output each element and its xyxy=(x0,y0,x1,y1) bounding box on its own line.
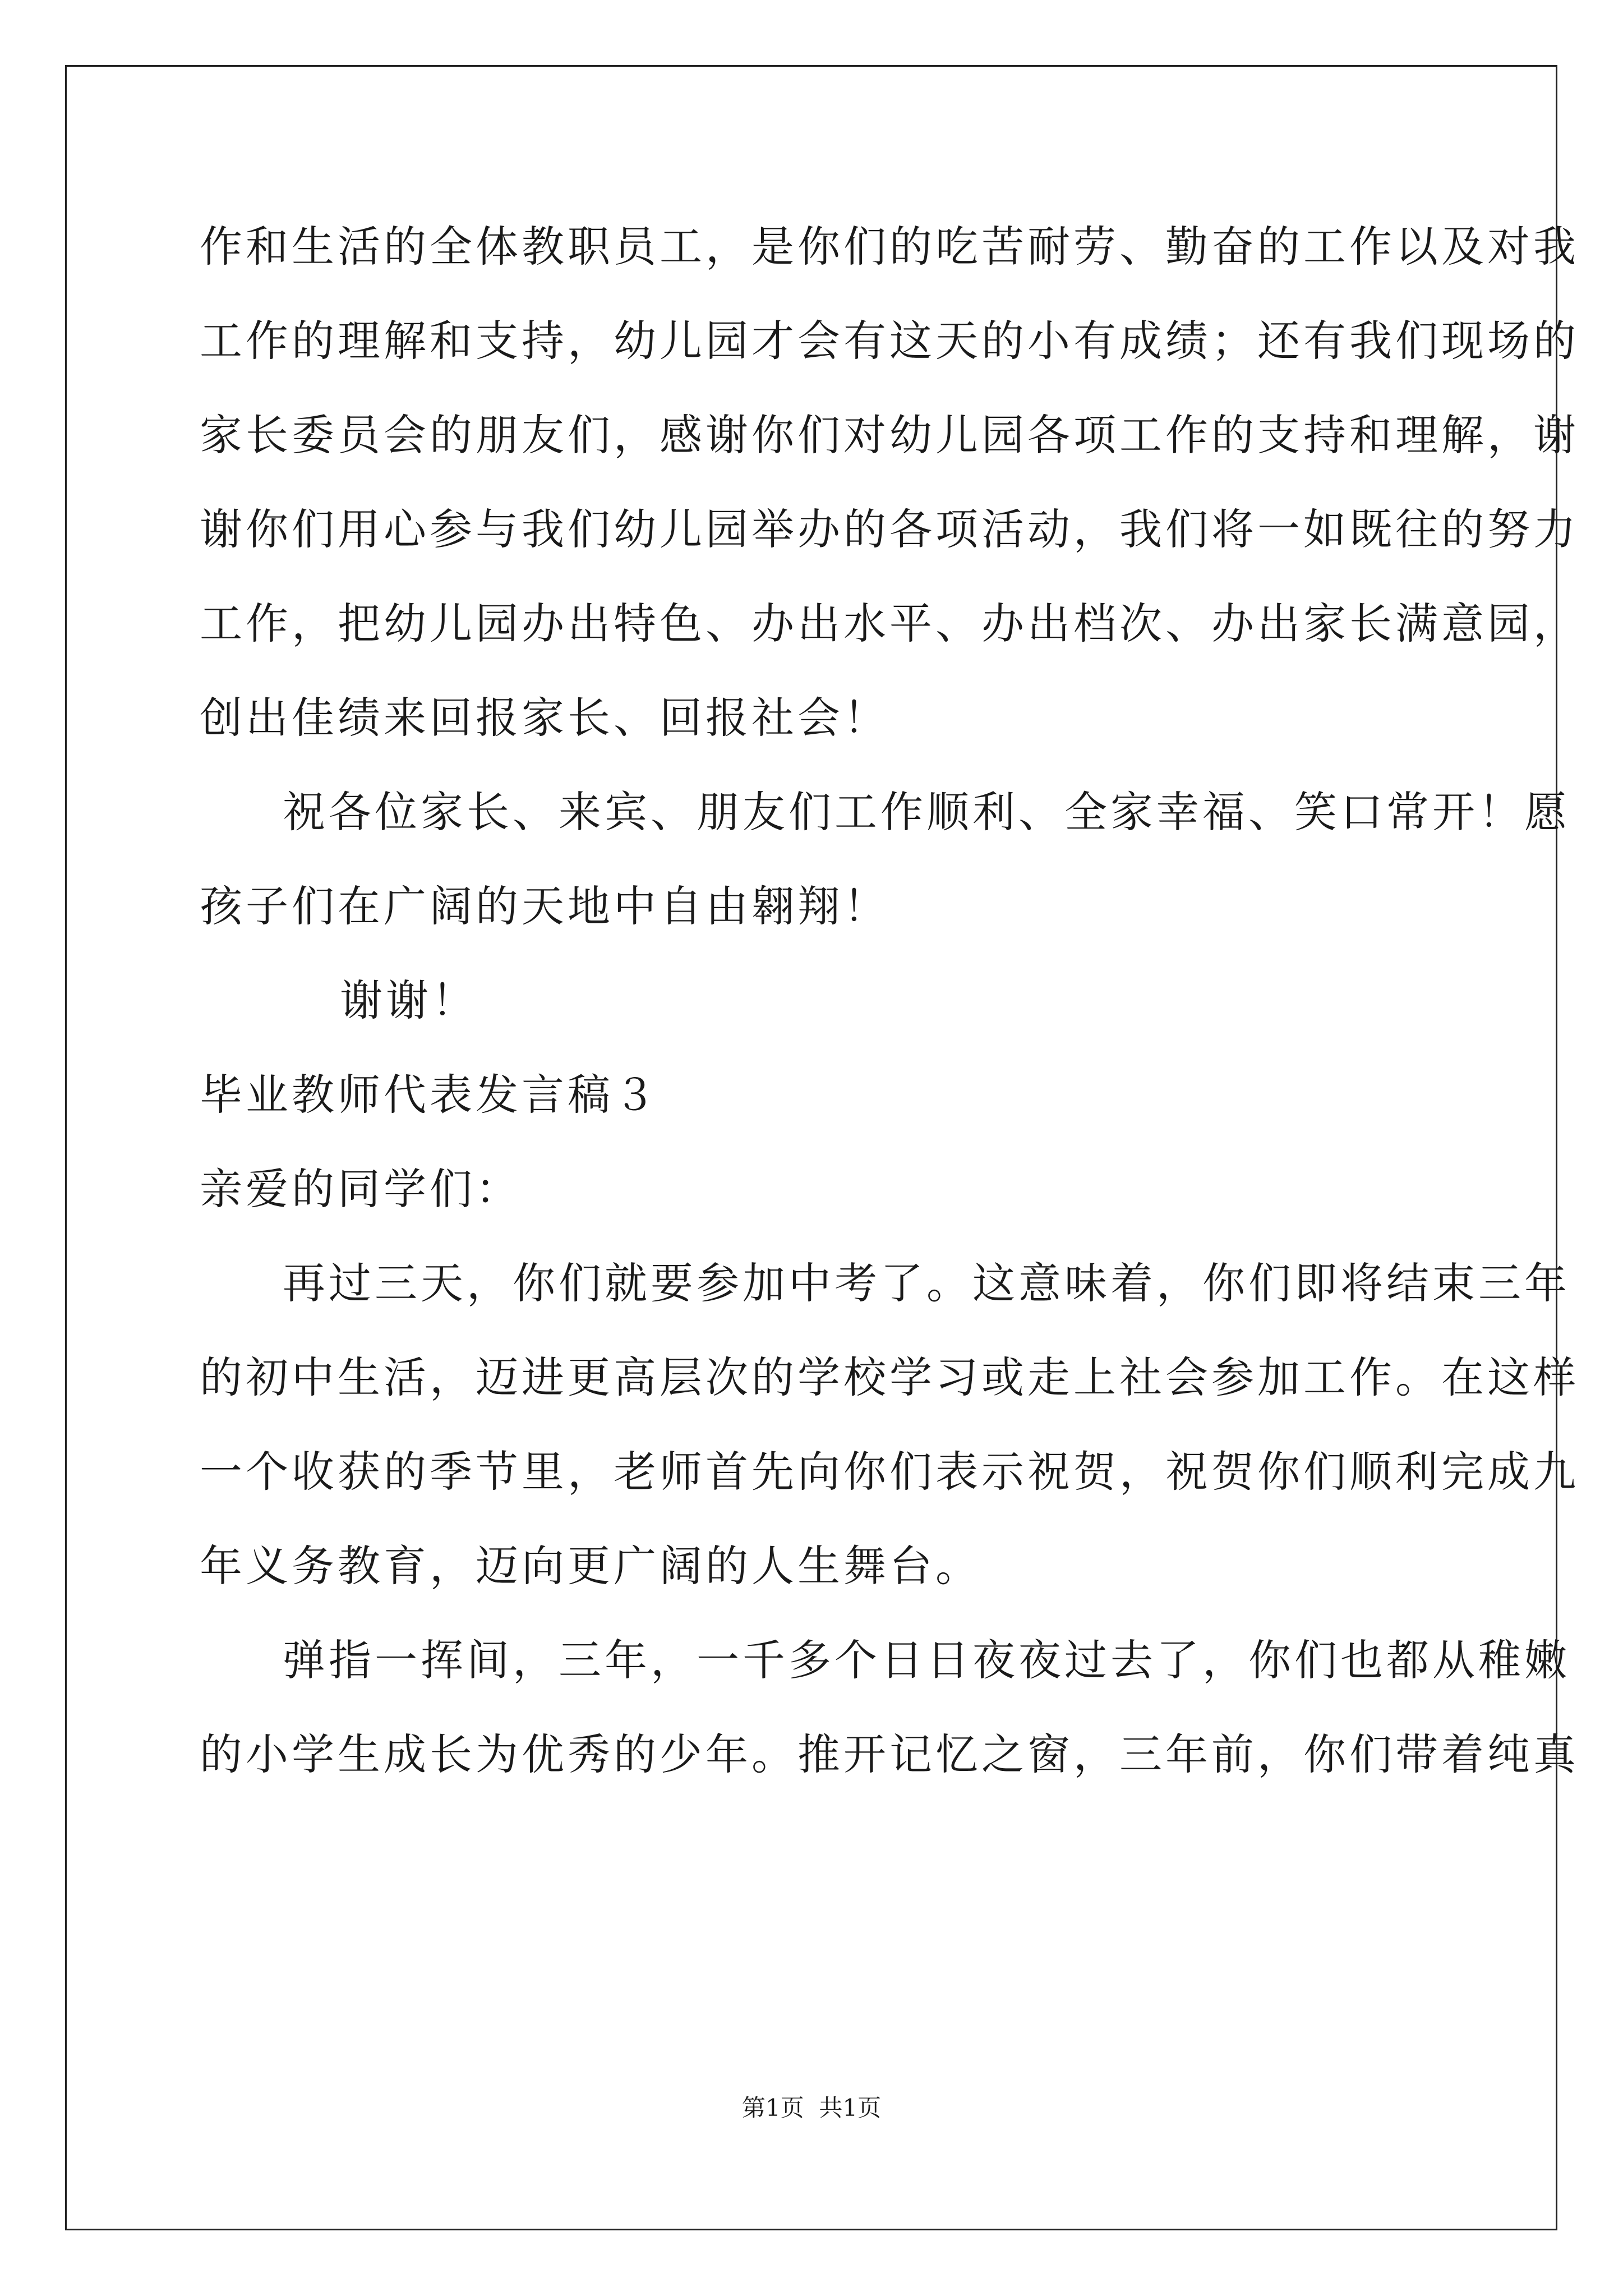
section-heading: 毕业教师代表发言稿３ xyxy=(200,1070,660,1120)
text-line: 的初中生活，迈进更高层次的学校学习或走上社会参加工作。在这样 xyxy=(200,1352,1579,1402)
text-line: 工作，把幼儿园办出特色、办出水平、办出档次、办出家长满意园， xyxy=(200,599,1579,648)
salutation: 亲爱的同学们： xyxy=(200,1164,522,1214)
text-line: 的小学生成长为优秀的少年。推开记忆之窗，三年前，你们带着纯真 xyxy=(200,1729,1579,1779)
thanks-line: 谢谢！ xyxy=(340,976,478,1025)
text-line: 家长委员会的朋友们，感谢你们对幼儿园各项工作的支持和理解，谢 xyxy=(200,410,1579,460)
paragraph-start-line: 祝各位家长、来宾、朋友们工作顺利、全家幸福、笑口常开！愿 xyxy=(283,787,1570,837)
text-line: 工作的理解和支持，幼儿园才会有这天的小有成绩；还有我们现场的 xyxy=(200,316,1579,366)
text-line: 作和生活的全体教职员工，是你们的吃苦耐劳、勤奋的工作以及对我 xyxy=(200,222,1579,272)
paragraph-start-line: 再过三天，你们就要参加中考了。这意味着，你们即将结束三年 xyxy=(283,1258,1570,1308)
page-footer: 第1页 共1页 xyxy=(741,2094,882,2122)
text-line: 谢你们用心参与我们幼儿园举办的各项活动，我们将一如既往的努力 xyxy=(200,504,1579,554)
page-border xyxy=(65,65,1557,2230)
text-line: 孩子们在广阔的天地中自由翱翔！ xyxy=(200,881,889,931)
paragraph-start-line: 弹指一挥间，三年，一千多个日日夜夜过去了，你们也都从稚嫩 xyxy=(283,1635,1570,1685)
text-line: 一个收获的季节里，老师首先向你们表示祝贺，祝贺你们顺利完成九 xyxy=(200,1447,1579,1497)
text-line: 年义务教育，迈向更广阔的人生舞台。 xyxy=(200,1541,981,1591)
text-line: 创出佳绩来回报家长、回报社会！ xyxy=(200,693,889,743)
